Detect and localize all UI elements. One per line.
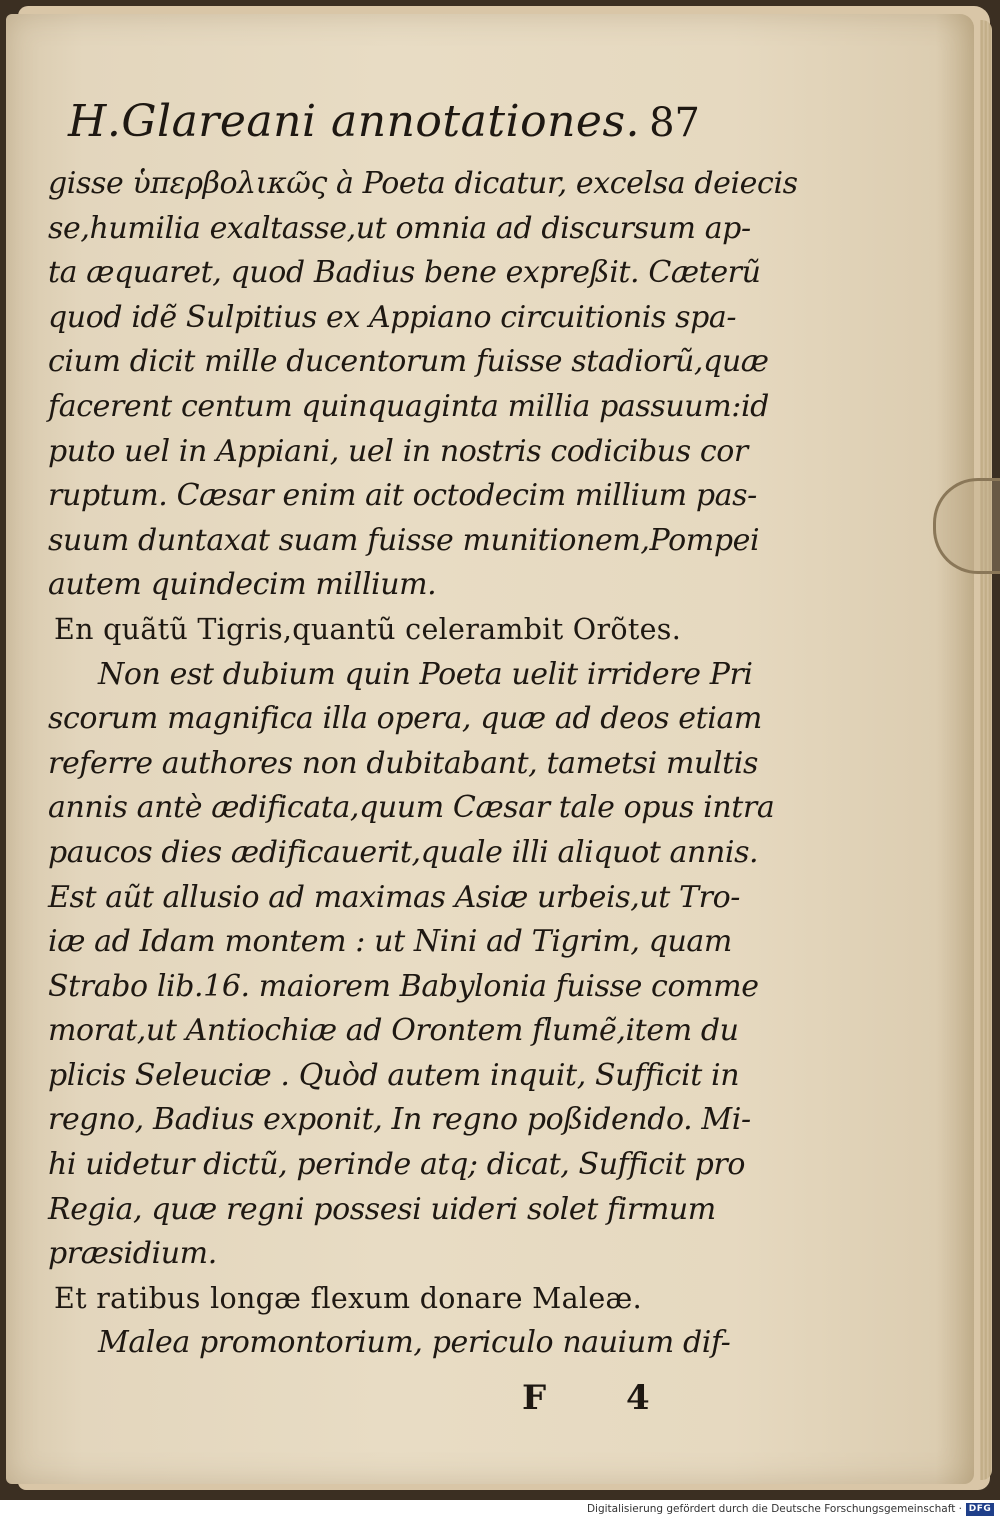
footer-bar: [0, 1500, 1000, 1519]
text-line: morat,ut Antiochiæ ad Orontem flumẽ,item du: [48, 1013, 739, 1049]
text-line: Non est dubium quin Poeta uelit irridere Pri: [98, 656, 753, 692]
text-line: suum duntaxat suam fuisse munitionem,Pompei: [48, 522, 760, 558]
text-line: facerent centum quinquaginta millia passuum:id: [48, 388, 769, 424]
text-line: se,humilia exaltasse,ut omnia ad discursum ap-: [48, 210, 751, 246]
text-line: quod idẽ Sulpitius ex Appiano circuitionis spa-: [48, 299, 737, 335]
text-line: referre authores non dubitabant, tametsi multis: [48, 745, 758, 781]
text-line: iæ ad Idam montem : ut Nini ad Tigrim, quam: [48, 924, 732, 960]
text-line: Malea promontorium, periculo nauium dif-: [98, 1325, 731, 1361]
lemma-line: Et ratibus longæ flexum donare Maleæ.: [54, 1281, 642, 1315]
text-line: Regia, quæ regni possesi uideri solet firmum: [48, 1191, 716, 1227]
text-line: annis antè ædificata,quum Cæsar tale opus intra: [48, 790, 775, 826]
text-line: Est aũt allusio ad maximas Asiæ urbeis,ut Tro-: [48, 879, 741, 915]
footer-credit: Digitalisierung gefördert durch die Deutsche Forschungsgemeinschaft ·: [586, 1503, 962, 1515]
lemma-line: En quãtũ Tigris,quantũ celerambit Orõtes.: [54, 612, 682, 646]
text-line: plicis Seleuciæ . Quòd autem inquit, Sufficit in: [48, 1057, 740, 1093]
page-number: 87: [649, 100, 700, 146]
signature-mark: F 4: [522, 1378, 684, 1418]
text-line: scorum magnifica illa opera, quæ ad deos etiam: [48, 701, 762, 737]
text-line: ta æquaret, quod Badius bene expreßit. Cæterũ: [48, 255, 761, 291]
text-line: cium dicit mille ducentorum fuisse stadiorũ,quæ: [48, 344, 769, 380]
text-line: præsidium.: [48, 1236, 217, 1272]
text-line: paucos dies ædificauerit,quale illi aliquot annis.: [48, 834, 759, 870]
page-edges: [980, 20, 992, 1480]
dfg-logo[interactable]: DFG: [966, 1503, 994, 1516]
text-line: regno, Badius exponit, In regno poßidendo. Mi-: [48, 1102, 751, 1138]
text-block: [40, 96, 798, 1366]
text-line: Strabo lib.16. maiorem Babylonia fuisse comme: [48, 968, 759, 1004]
running-header: [68, 96, 700, 162]
header-title: H.Glareani annotationes.: [68, 96, 641, 147]
text-line: puto uel in Appiani, uel in nostris codicibus cor: [48, 433, 748, 469]
text-line: hi uidetur dictũ, perinde atq; dicat, Sufficit pro: [48, 1147, 746, 1183]
text-line: gisse ὑπερβολικῶς à Poeta dicatur, excelsa deiecis: [48, 166, 798, 201]
text-line: ruptum. Cæsar enim ait octodecim millium pas-: [48, 478, 757, 514]
text-line: autem quindecim millium.: [48, 567, 437, 603]
